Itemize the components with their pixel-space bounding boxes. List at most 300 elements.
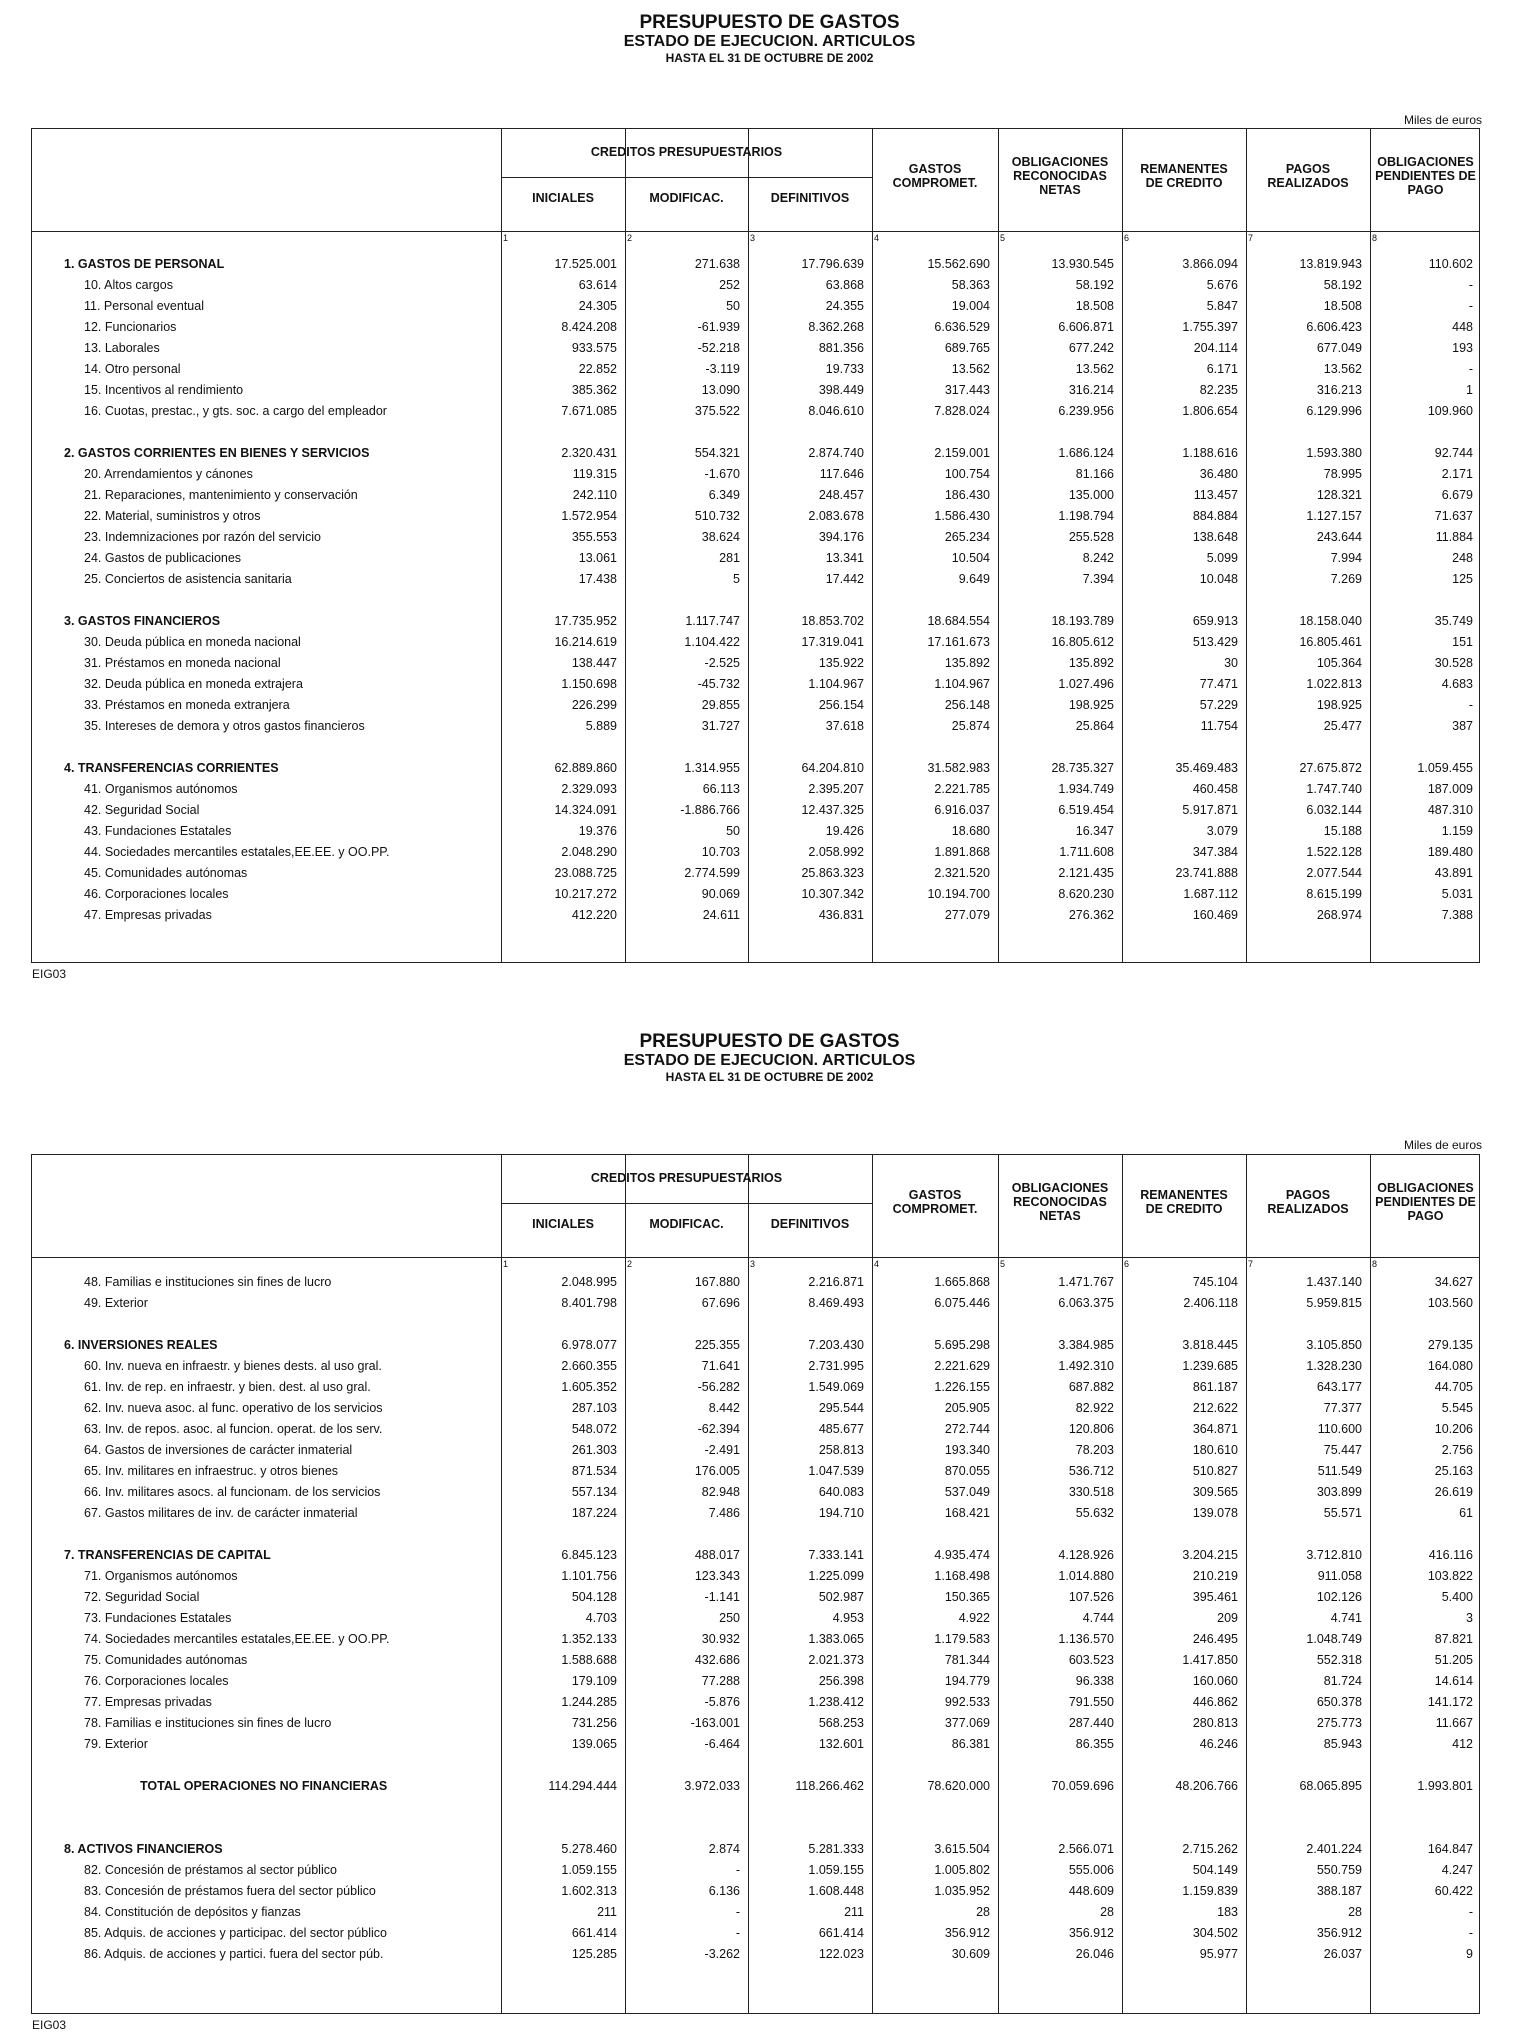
cell-value: 870.055 [944,1464,990,1478]
table-row [32,1420,1479,1439]
table-row [32,486,1479,505]
cell-value: 167.880 [694,1275,740,1289]
column-number: 4 [874,1259,880,1269]
cell-value: 139.078 [1192,1506,1238,1520]
cell-value: 14.614 [1434,1674,1473,1688]
cell-value: 19.004 [951,299,990,313]
cell-value: 19.733 [825,362,864,376]
cell-value: 10.194.700 [927,887,990,901]
cell-value: 77.471 [1199,677,1238,691]
report-title: PRESUPUESTO DE GASTOS [639,1031,900,1052]
cell-value: 1.993.801 [1417,1779,1473,1793]
cell-value: 50 [726,824,740,838]
cell-value: 176.005 [694,1464,740,1478]
cell-value: 364.871 [1192,1422,1238,1436]
cell-value: 4.744 [1082,1611,1114,1625]
table-row [32,1882,1479,1901]
cell-value: 1.238.412 [808,1695,864,1709]
cell-value: 487.310 [1427,803,1473,817]
cell-value: 68.065.895 [1299,1779,1362,1793]
cell-value: 48.206.766 [1175,1779,1238,1793]
cell-value: 135.000 [1068,488,1114,502]
table-row [32,318,1479,337]
cell-value: 3.384.985 [1058,1338,1114,1352]
cell-value: 1.417.850 [1182,1653,1238,1667]
cell-value: 110.602 [1428,257,1473,271]
row-label: 2. GASTOS CORRIENTES EN BIENES Y SERVICIOS [64,446,370,460]
cell-value: 432.686 [694,1653,740,1667]
cell-value: 12.437.325 [801,803,864,817]
cell-value: 2.566.071 [1058,1842,1114,1856]
cell-value: 19.376 [578,824,617,838]
cell-value: 82.922 [1075,1401,1114,1415]
cell-value: 114.294.444 [548,1779,617,1793]
cell-value: -2.491 [704,1443,740,1457]
footer-code: EIG03 [32,967,67,981]
cell-value: 113.457 [1193,488,1238,502]
cell-value: 412 [1452,1737,1473,1751]
cell-value: 272.744 [944,1422,990,1436]
cell-value: 316.213 [1316,383,1362,397]
cell-value: 102.126 [1316,1590,1362,1604]
cell-value: 8.242 [1082,551,1114,565]
cell-value: 35.749 [1434,614,1473,628]
cell-value: 71.637 [1434,509,1473,523]
cell-value: 8.046.610 [808,404,864,418]
cell-value: -3.119 [705,362,740,376]
row-label: 7. TRANSFERENCIAS DE CAPITAL [64,1548,271,1562]
column-header: OBLIGACIONES PENDIENTES DE PAGO [1375,155,1476,197]
column-header: PAGOS REALIZADOS [1267,162,1349,190]
row-label: 45. Comunidades autónomas [84,866,248,880]
group-divider [501,1203,872,1204]
cell-value: 43.891 [1434,866,1473,880]
row-label: 48. Familias e instituciones sin fines de lucro [84,1275,332,1289]
cell-value: 168.421 [944,1506,990,1520]
column-header: MODIFICAC. [649,1217,724,1231]
cell-value: 255.528 [1068,530,1114,544]
cell-value: 4.922 [958,1611,990,1625]
cell-value: 395.461 [1192,1590,1238,1604]
cell-value: 661.414 [818,1926,864,1940]
cell-value: 1.198.794 [1058,509,1114,523]
cell-value: 513.429 [1192,635,1238,649]
cell-value: 911.058 [1317,1569,1362,1583]
column-number: 1 [503,233,509,243]
cell-value: 1.934.749 [1058,782,1114,796]
cell-value: 377.069 [944,1716,990,1730]
cell-value: 1.168.498 [934,1569,990,1583]
row-label: 72. Seguridad Social [84,1590,200,1604]
table-row [32,1714,1479,1733]
report-date: HASTA EL 31 DE OCTUBRE DE 2002 [665,1070,874,1084]
cell-value: 5.099 [1206,551,1238,565]
cell-value: 58.192 [1075,278,1114,292]
table-row [32,402,1479,421]
cell-value: 225.355 [694,1338,740,1352]
row-label: 46. Corporaciones locales [84,887,229,901]
cell-value: 1.104.422 [684,635,740,649]
cell-value: 536.712 [1068,1464,1114,1478]
cell-value: -45.732 [697,677,740,691]
cell-value: 28 [1100,1905,1114,1919]
cell-value: 16.214.619 [554,635,617,649]
cell-value: 2.756 [1441,1443,1473,1457]
cell-value: 643.177 [1316,1380,1362,1394]
total-row [32,1777,1479,1796]
cell-value: 1.150.698 [561,677,617,691]
cell-value: 110.600 [1317,1422,1362,1436]
cell-value: -1.886.766 [680,803,740,817]
cell-value: 2.874.740 [808,446,864,460]
cell-value: 37.618 [825,719,864,733]
cell-value: 1.755.397 [1182,320,1238,334]
page-header [0,12,1539,65]
table-row [32,1630,1479,1649]
cell-value: -2.525 [704,656,740,670]
cell-value: 1.059.455 [1417,761,1473,775]
row-label: 73. Fundaciones Estatales [84,1611,232,1625]
cell-value: 261.303 [571,1443,617,1457]
cell-value: 1.188.616 [1182,446,1238,460]
row-label: 47. Empresas privadas [84,908,212,922]
cell-value: 2.715.262 [1182,1842,1238,1856]
row-label: 64. Gastos de inversiones de carácter inmaterial [84,1443,353,1457]
table-row [32,1357,1479,1376]
cell-value: 2.329.093 [561,782,617,796]
cell-value: 117.646 [819,467,864,481]
section-row [32,1840,1479,1859]
cell-value: 1.492.310 [1058,1359,1114,1373]
cell-value: 15.188 [1323,824,1362,838]
row-label: 71. Organismos autónomos [84,1569,238,1583]
row-label: 6. INVERSIONES REALES [64,1338,218,1352]
table-row [32,1294,1479,1313]
cell-value: 135.922 [818,656,864,670]
cell-value: 17.319.041 [801,635,864,649]
cell-value: 1.806.654 [1182,404,1238,418]
column-header: REMANENTES DE CREDITO [1140,162,1228,190]
cell-value: 22.852 [578,362,617,376]
cell-value: 356.912 [1316,1926,1362,1940]
cell-value: 4.741 [1330,1611,1362,1625]
column-number: 2 [627,1259,633,1269]
cell-value: 504.128 [571,1590,617,1604]
cell-value: 31.727 [701,719,740,733]
cell-value: 3.079 [1206,824,1238,838]
cell-value: -62.394 [697,1422,740,1436]
cell-value: 398.449 [818,383,864,397]
cell-value: 9 [1466,1947,1473,1961]
report-subtitle: ESTADO DE EJECUCION. ARTICULOS [623,1052,916,1069]
cell-value: -56.282 [697,1380,740,1394]
report-date: HASTA EL 31 DE OCTUBRE DE 2002 [665,51,874,65]
row-label: 4. TRANSFERENCIAS CORRIENTES [64,761,279,775]
cell-value: 1.471.767 [1058,1275,1114,1289]
table-row [32,1861,1479,1880]
cell-value: 198.925 [1068,698,1114,712]
cell-value: 61 [1459,1506,1473,1520]
table-row [32,1588,1479,1607]
cell-value: 355.553 [571,530,617,544]
cell-value: 502.987 [818,1590,864,1604]
table-row [32,633,1479,652]
cell-value: 2.171 [1441,467,1473,481]
cell-value: 187.009 [1427,782,1473,796]
cell-value: 6.679 [1441,488,1473,502]
cell-value: 85.943 [1323,1737,1362,1751]
cell-value: 16.805.461 [1299,635,1362,649]
table-row [32,465,1479,484]
cell-value: 17.796.639 [801,257,864,271]
cell-value: 18.158.040 [1299,614,1362,628]
cell-value: 3.972.033 [684,1779,740,1793]
cell-value: 7.994 [1330,551,1362,565]
cell-value: 2.406.118 [1183,1296,1238,1310]
cell-value: 151 [1452,635,1473,649]
cell-value: 10.217.272 [554,887,617,901]
cell-value: 6.636.529 [934,320,990,334]
cell-value: 135.892 [1068,656,1114,670]
row-label: 35. Intereses de demora y otros gastos financieros [84,719,365,733]
section-row [32,1546,1479,1565]
column-number: 3 [750,233,756,243]
table-row [32,843,1479,862]
cell-value: 13.930.545 [1051,257,1114,271]
cell-value: 7.388 [1441,908,1473,922]
cell-value: 11.884 [1435,530,1473,544]
cell-value: 2.221.629 [934,1359,990,1373]
cell-value: 7.671.085 [561,404,617,418]
row-label: 22. Material, suministros y otros [84,509,261,523]
cell-value: 209 [1217,1611,1238,1625]
cell-value: 992.533 [944,1695,990,1709]
cell-value: 30.609 [951,1947,990,1961]
column-number: 2 [627,233,633,243]
cell-value: 745.104 [1192,1275,1238,1289]
cell-value: 677.049 [1316,341,1362,355]
cell-value: 6.032.144 [1306,803,1362,817]
section-row [32,612,1479,631]
section-row [32,444,1479,463]
row-label: 30. Deuda pública en moneda nacional [84,635,301,649]
column-header: OBLIGACIONES PENDIENTES DE PAGO [1375,1181,1476,1223]
cell-value: 5.400 [1441,1590,1473,1604]
cell-value: 1.572.954 [561,509,617,523]
cell-value: 412.220 [571,908,617,922]
cell-value: 661.414 [571,1926,617,1940]
row-label: 11. Personal eventual [84,299,204,313]
cell-value: 183 [1217,1905,1238,1919]
section-row [32,1336,1479,1355]
cell-value: 1.522.128 [1306,845,1362,859]
cell-value: 552.318 [1316,1653,1362,1667]
column-header: MODIFICAC. [649,191,724,205]
cell-value: 7.486 [708,1506,740,1520]
cell-value: 103.822 [1427,1569,1473,1583]
group-divider [501,177,872,178]
cell-value: 268.974 [1316,908,1362,922]
cell-value: 1.586.430 [934,509,990,523]
cell-value: 6.845.123 [561,1548,617,1562]
cell-value: 14.324.091 [554,803,617,817]
cell-value: 4.683 [1441,677,1473,691]
cell-value: 1.687.112 [1183,887,1238,901]
cell-value: 2.321.520 [934,866,990,880]
cell-value: 138.447 [571,656,617,670]
cell-value: 2.320.431 [561,446,617,460]
cell-value: 10.703 [701,845,740,859]
cell-value: 180.610 [1192,1443,1238,1457]
cell-value: 28 [1348,1905,1362,1919]
cell-value: 280.813 [1192,1716,1238,1730]
cell-value: 2.048.290 [561,845,617,859]
cell-value: 1.022.813 [1306,677,1362,691]
cell-value: 1.549.069 [808,1380,864,1394]
cell-value: 6.606.871 [1058,320,1114,334]
cell-value: 3.712.810 [1306,1548,1362,1562]
cell-value: 1.747.740 [1306,782,1362,796]
cell-value: 1.047.539 [808,1464,864,1478]
cell-value: 34.627 [1434,1275,1473,1289]
cell-value: 26.619 [1434,1485,1473,1499]
column-number: 6 [1124,1259,1130,1269]
cell-value: 18.680 [951,824,990,838]
row-label: 41. Organismos autónomos [84,782,238,796]
row-label: 62. Inv. nueva asoc. al func. operativo de los servicios [84,1401,383,1415]
cell-value: - [1468,362,1473,376]
cell-value: 30 [1224,656,1238,670]
cell-value: 687.882 [1068,1380,1114,1394]
cell-value: 6.239.956 [1058,404,1114,418]
cell-value: 6.916.037 [934,803,990,817]
row-label: 44. Sociedades mercantiles estatales,EE.EE. y OO.PP. [84,845,390,859]
cell-value: 256.398 [818,1674,864,1688]
column-number: 5 [1000,1259,1006,1269]
cell-value: 504.149 [1192,1863,1238,1877]
cell-value: - [1468,698,1473,712]
cell-value: -6.464 [704,1737,740,1751]
table-row [32,297,1479,316]
cell-value: 388.187 [1316,1884,1362,1898]
row-label: 74. Sociedades mercantiles estatales,EE.EE. y OO.PP. [84,1632,390,1646]
cell-value: 120.806 [1068,1422,1114,1436]
table-row [32,381,1479,400]
cell-value: 554.321 [694,446,740,460]
cell-value: 248 [1452,551,1473,565]
column-number: 1 [503,1259,509,1269]
cell-value: 4.953 [832,1611,864,1625]
table-row [32,549,1479,568]
cell-value: 557.134 [571,1485,617,1499]
cell-value: 5.695.298 [934,1338,990,1352]
cell-value: 18.508 [1323,299,1362,313]
table-row [32,339,1479,358]
cell-value: 7.828.024 [934,404,990,418]
cell-value: 18.684.554 [927,614,990,628]
cell-value: 871.534 [571,1464,617,1478]
column-number: 8 [1372,233,1378,243]
cell-value: 2.021.373 [808,1653,864,1667]
cell-value: 2.159.001 [934,446,990,460]
cell-value: 123.343 [694,1569,740,1583]
column-header: OBLIGACIONES RECONOCIDAS NETAS [1011,1181,1109,1223]
cell-value: 25.163 [1434,1464,1473,1478]
cell-value: 17.442 [825,572,864,586]
footer-code: EIG03 [32,2018,67,2032]
cell-value: 103.560 [1427,1296,1473,1310]
row-label: 3. GASTOS FINANCIEROS [64,614,221,628]
cell-value: 19.426 [825,824,864,838]
cell-value: 13.090 [701,383,740,397]
cell-value: 105.364 [1316,656,1362,670]
cell-value: 248.457 [818,488,864,502]
cell-value: 2.221.785 [934,782,990,796]
cell-value: 1.005.802 [934,1863,990,1877]
cell-value: 18.508 [1075,299,1114,313]
cell-value: 1.059.155 [561,1863,617,1877]
page-header [0,1031,1539,1084]
cell-value: 77.288 [701,1674,740,1688]
cell-value: 271.638 [694,257,740,271]
cell-value: 25.863.323 [801,866,864,880]
cell-value: 119.315 [572,467,617,481]
cell-value: 1.593.380 [1306,446,1362,460]
cell-value: 78.995 [1323,467,1362,481]
column-header: PAGOS REALIZADOS [1267,1188,1349,1216]
column-number: 8 [1372,1259,1378,1269]
cell-value: 1.328.230 [1306,1359,1362,1373]
cell-value: 13.562 [1075,362,1114,376]
cell-value: 63.868 [825,278,864,292]
cell-value: 3.818.445 [1182,1338,1238,1352]
row-label: 63. Inv. de repos. asoc. al funcion. operat. de los serv. [84,1422,383,1436]
cell-value: 1.239.685 [1182,1359,1238,1373]
table-row [32,1924,1479,1943]
cell-value: 295.544 [818,1401,864,1415]
table-row [32,864,1479,883]
cell-value: 8.401.798 [561,1296,617,1310]
cell-value: 25.477 [1323,719,1362,733]
cell-value: - [1468,1905,1473,1919]
cell-value: 8.424.208 [561,320,617,334]
cell-value: 243.644 [1316,530,1362,544]
cell-value: 211 [844,1905,864,1919]
cell-value: 884.884 [1192,509,1238,523]
cell-value: 2.083.678 [808,509,864,523]
cell-value: 50 [726,299,740,313]
cell-value: 95.977 [1199,1947,1238,1961]
cell-value: 555.006 [1068,1863,1114,1877]
cell-value: 16.805.612 [1051,635,1114,649]
cell-value: 16.347 [1075,824,1114,838]
page-2 [0,1010,1539,2037]
cell-value: 26.037 [1323,1947,1362,1961]
cell-value: 387 [1452,719,1473,733]
report-title: PRESUPUESTO DE GASTOS [639,12,900,33]
cell-value: 10.504 [951,551,990,565]
cell-value: 96.338 [1075,1674,1114,1688]
cell-value: 568.253 [818,1716,864,1730]
row-label: 75. Comunidades autónomas [84,1653,248,1667]
cell-value: 194.710 [818,1506,864,1520]
table-row [32,276,1479,295]
cell-value: 28 [976,1905,990,1919]
cell-value: 2.216.871 [808,1275,864,1289]
units-label: Miles de euros [1403,1138,1482,1152]
cell-value: 1.352.133 [561,1632,617,1646]
cell-value: 58.192 [1323,278,1362,292]
